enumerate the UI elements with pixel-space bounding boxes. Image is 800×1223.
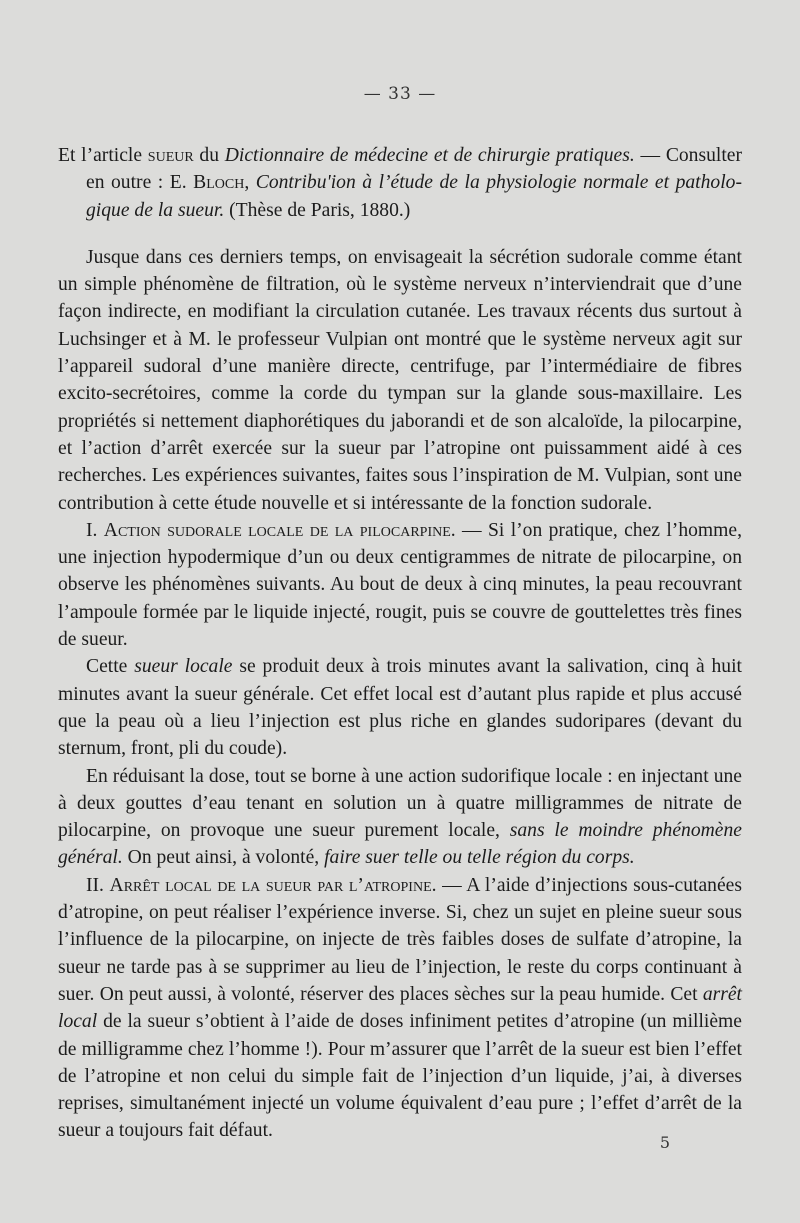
ref-sueur: sueur <box>147 145 194 166</box>
p3-emphasis-1: sans le moindre phénomène général. <box>58 820 742 869</box>
p2-b: se produit deux à trois minutes avant la salivation, cinq à huit minutes avant la sueur générale. Cet effet local est d’autant plus rapide et plus accusé que la peau où a lieu l’injection est plus riche en glandes sudoripares (devant du sternum, front, pli du coude). <box>58 656 742 760</box>
ref-du: du <box>193 145 225 166</box>
section-1 <box>58 517 742 653</box>
spacer <box>58 224 742 244</box>
page-number: — 33 — <box>363 84 437 104</box>
ref-consulter: — Consulter en outre : E. <box>86 145 743 194</box>
ref-these: (Thèse de Paris, 1880.) <box>224 199 411 221</box>
section-1-text: — Si l’on pratique, chez l’homme, une injection hypodermique d’un ou deux centigrammes de nitrate de pilocarpine, on observe les phénomènes suivants. Au bout de deux à cinq minutes, la peau recouvrant l’ampoule formée par le liquide injecté, rougit, puis se couvre de gouttelettes très fines de sueur. <box>58 519 742 651</box>
section-1-number: I. <box>86 519 104 541</box>
ref-contribution-title: Contribu'ion à l’étude de la physiologie normale et pathologique de la sueur. <box>86 172 742 221</box>
paragraph-dose <box>58 763 742 872</box>
p2-emphasis: sueur locale <box>134 656 233 678</box>
ref-dictionary-title: Dictionnaire de médecine et de chirurgie pratiques. <box>224 145 635 166</box>
section-2-number: II. <box>86 874 110 896</box>
p3-a: En réduisant la dose, tout se borne à une action sudorifique locale : en injectant une à deux gouttes d’eau tenant en solution un à quatre milligrammes de nitrate de pilocarpine, on provoque une sueur purement locale, <box>58 765 742 842</box>
section-2-text-b: de la sueur s’obtient à l’aide de doses infiniment petites d’atropine (un millième de milligramme chez l’homme !). Pour m’assurer que l’arrêt de la sueur est bien l’effet de l’atropine et non celui du simple fait de l’injection d’un liquide, j’ai, à diverses reprises, simultanément injecté un volume équivalent d’eau pure ; l’effet d’arrêt de la sueur a toujours fait défaut. <box>58 1011 742 1142</box>
section-2-emphasis: arrêt local <box>58 983 742 1033</box>
ref-author: Bloch <box>193 172 245 194</box>
body-text <box>58 142 742 1145</box>
section-2-heading: Arrêt local de la sueur par l’atropine. <box>109 874 437 896</box>
section-2 <box>58 872 742 1145</box>
paragraph-local-sweat <box>58 653 742 762</box>
paragraph-intro: Jusque dans ces derniers temps, on envisageait la sécrétion sudorale comme étant un simple phénomène de filtration, où le système nerveux n’interviendrait que d’une façon indirecte, en modifiant la circulation cutanée. Les travaux récents dus surtout à Luchsinger et à M. le professeur Vulpian ont montré que le système nerveux agit sur l’appareil sudoral d’une manière directe, centrifuge, par l’intermédiaire de fibres excito-secrétoires, comme la corde du tympan sur la glande sous-maxillaire. Les propriétés si nettement diaphorétiques du jaborandi et de son alcaloïde, la pilocarpine, et l’action d’arrêt exercée sur la sueur par l’atropine ont puissamment aidé à ces recherches. Les expériences suivantes, faites sous l’inspiration de M. Vulpian, sont une contribution à cette étude nouvelle et si intéressante de la fonction sudorale. <box>58 246 742 514</box>
signature-mark: 5 <box>659 1133 670 1152</box>
p3-b: On peut ainsi, à volonté, <box>122 847 325 869</box>
ref-lead: Et l’article <box>58 145 148 166</box>
section-1-heading: Action sudorale locale de la pilocarpine. <box>103 519 456 541</box>
section-2-text-a: — A l’aide d’injections sous-cutanées d’atropine, on peut réaliser l’expérience inverse. Si, chez un sujet en pleine sueur sous l’influence de la pilocarpine, on injecte de très faibles doses de sulfate d’atropine, la sueur ne tarde pas à se supprimer au lieu de l’injection, le reste du corps continuant à suer. On peut aussi, à volonté, réserver des places sèches sur la peau humide. Cet <box>58 874 742 1005</box>
ref-comma: , <box>244 172 256 194</box>
reference-note <box>58 142 742 224</box>
p2-a: Cette <box>86 656 135 678</box>
p3-emphasis-2: faire suer telle ou telle région du corps. <box>324 847 635 869</box>
